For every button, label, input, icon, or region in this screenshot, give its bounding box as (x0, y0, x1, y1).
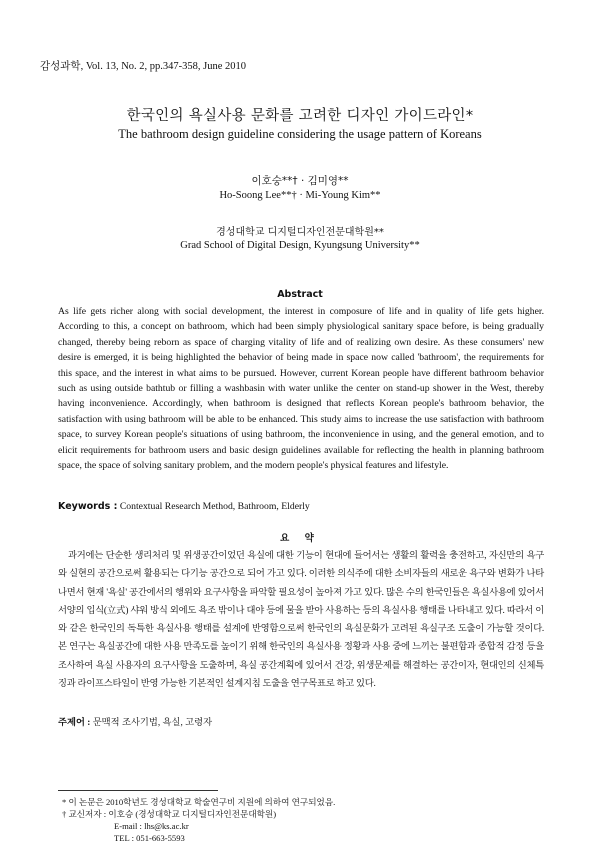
journal-citation: 감성과학, Vol. 13, No. 2, pp.347-358, June 2010 (40, 61, 247, 72)
keywords-label: Keywords : (58, 501, 118, 512)
abstract-heading: Abstract (277, 289, 323, 300)
affiliation-korean: 경성대학교 디지털디자인전문대학원** (216, 227, 384, 238)
abstract-body: As life gets richer along with social development, the interest in composure of life and in quality of life gets higher. According to this, a concept on bathroom, which had been simply physiological sanitary space before, is being gradually changed, thereby being reborn as space of charging vitality of life and of realizing own desire. As these consumers' new desire is emerged, it is being highlighted the behavior of being made in space now called 'bathroom', the requirements for this space, and the interest in what aims to be pursued. However, current Korean people have different bathroom behavior such as using outside bathtub or filling a washbasin with water unlike the center on stand-up shower in the West, thereby having inconvenience. Accordingly, when bathroom is designed that reflects Korean people's bathroom behavior, the satisfaction with using bathroom will be able to be enhanced. This study aims to increase the use satisfaction with bathroom space, to survey Korean people's situations of using bathroom, the inconvenience in using, and the general emotion, and to elicit requirements for bathroom users and basic design guidelines available for reflecting the health in planning bathroom space, the space of solving sanitary problem, and the modern people's physical features and lifestyle. (58, 306, 544, 472)
footnote-corresponding-author: † 교신저자 : 이호승 (경성대학교 디지털디자인전문대학원) (62, 809, 277, 819)
keywords-text: Contextual Research Method, Bathroom, Elderly (119, 501, 310, 512)
footnote-rule (58, 790, 218, 791)
korean-summary-heading: 요 약 (280, 533, 320, 544)
korean-keywords-label: 주제어 : (58, 718, 91, 728)
korean-keywords-text: 문맥적 조사기법, 욕실, 고령자 (92, 718, 213, 728)
paper-title-korean: 한국인의 욕실사용 문화를 고려한 디자인 가이드라인* (126, 108, 474, 124)
footnote-email: E-mail : lhs@ks.ac.kr (114, 821, 189, 831)
korean-keywords-line (58, 714, 544, 728)
footnote-tel: TEL : 051-663-5593 (114, 833, 185, 843)
paper-title-english: The bathroom design guideline considering the usage pattern of Koreans (118, 127, 482, 141)
authors-english: Ho-Soong Lee**† · Mi-Young Kim** (219, 190, 381, 201)
korean-summary-body: 과거에는 단순한 생리처리 및 위생공간이었던 욕실에 대한 기능이 현대에 들어서는 생활의 활력을 충전하고, 자신만의 욕구와 실현의 공간으로써 활용되는 다기능 공간으로 되어 가고 있다. 이러한 의식주에 대한 소비자들의 새로운 욕구와 변화가 나타나면서 현재 '욕실' 공간에서의 행위와 요구사항을 파악할 필요성이 높아져 가고 있다. 많은 수의 한국인들은 욕실사용에 있어서 서양의 입식(立式) 샤워 방식 외에도 욕조 밖이나 대야 등에 물을 받아 사용하는 등의 욕실사용 행태를 나타내고 있다. 따라서 이와 같은 한국인의 독특한 욕실사용 행태를 설계에 반영함으로써 한국인의 욕실문화가 고려된 욕실구조 도출이 가능할 것이다. 본 연구는 욕실공간에 대한 사용 만족도를 높이기 위해 한국인의 욕실사용 정황과 사용 중에 느끼는 불편함과 종합적 감정 등을 조사하여 욕실 사용자의 요구사항을 도출하며, 욕실 공간계획에 있어서 건강, 위생문제를 해결하는 공간이자, 현대인의 신체특징과 라이프스타일이 반영 가능한 기본적인 설계지침 도출을 연구목표로 하고 있다. (58, 551, 544, 690)
keywords-line (58, 501, 544, 512)
authors-korean: 이호숭**† · 김미영** (251, 175, 349, 187)
affiliation-english: Grad School of Digital Design, Kyungsung University** (180, 240, 420, 251)
footnote-funding: * 이 논문은 2010학년도 경성대학교 학술연구비 지원에 의하여 연구되었음. (62, 797, 336, 807)
